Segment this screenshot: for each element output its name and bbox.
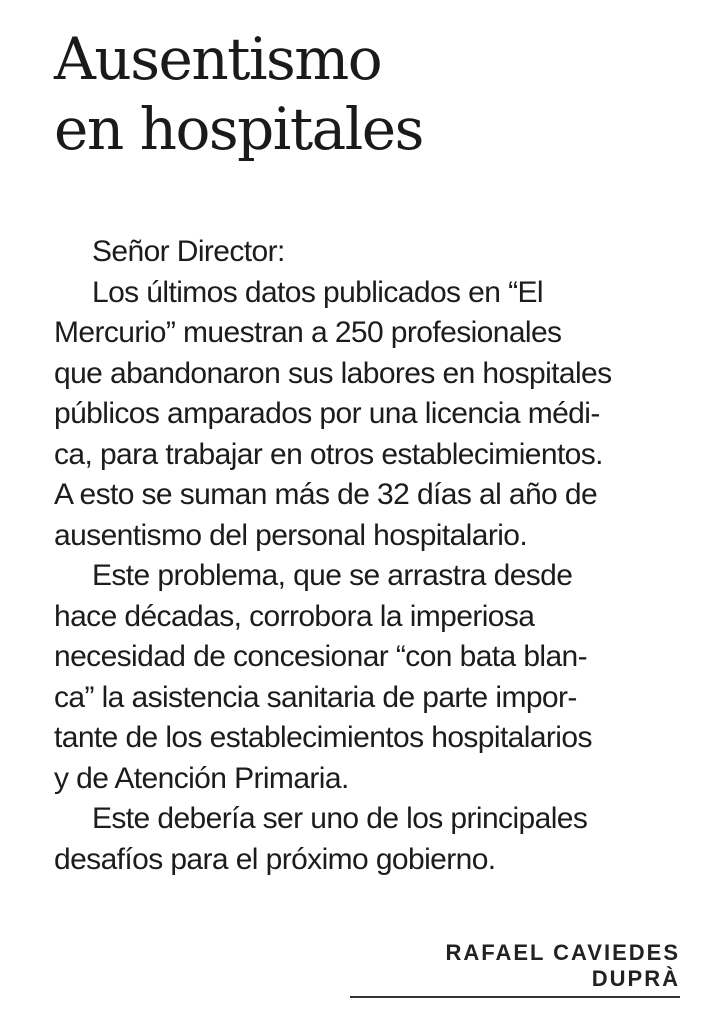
body-line: Los últimos datos publicados en “El — [92, 275, 543, 309]
body-line: tante de los establecimientos hospitalarios — [54, 721, 592, 754]
body-line: hace décadas, corrobora la imperiosa — [54, 599, 535, 633]
body-line: públicos amparados por una licencia médi- — [54, 397, 600, 430]
body-line: y de Atención Primaria. — [54, 761, 349, 795]
body-line: Este debería ser uno de los principales — [92, 802, 588, 835]
body-line: ca” la asistencia sanitaria de parte impor- — [54, 680, 577, 714]
body-line: A esto se suman más de 32 días al año de — [54, 478, 598, 511]
author-signature: RAFAEL CAVIEDES DUPRÀ — [445, 940, 680, 991]
body-line: Este problema, que se arrastra desde — [92, 559, 573, 592]
salutation: Señor Director: — [92, 235, 285, 268]
headline-line-2: en hospitales — [54, 95, 423, 163]
body-line: necesidad de concesionar “con bata blan- — [54, 640, 588, 673]
body-line: que abandonaron sus labores en hospitales — [54, 356, 612, 390]
body-line: ca, para trabajar en otros establecimientos. — [54, 437, 603, 471]
body-line: ausentismo del personal hospitalario. — [54, 518, 528, 552]
letter-body — [54, 232, 682, 880]
signature-block — [350, 940, 680, 998]
body-line: Mercurio” muestran a 250 profesionales — [54, 316, 562, 349]
body-line: desafíos para el próximo gobierno. — [54, 842, 496, 876]
headline-line-1: Ausentismo — [54, 25, 382, 93]
letter-article — [54, 24, 682, 164]
headline — [54, 24, 682, 164]
